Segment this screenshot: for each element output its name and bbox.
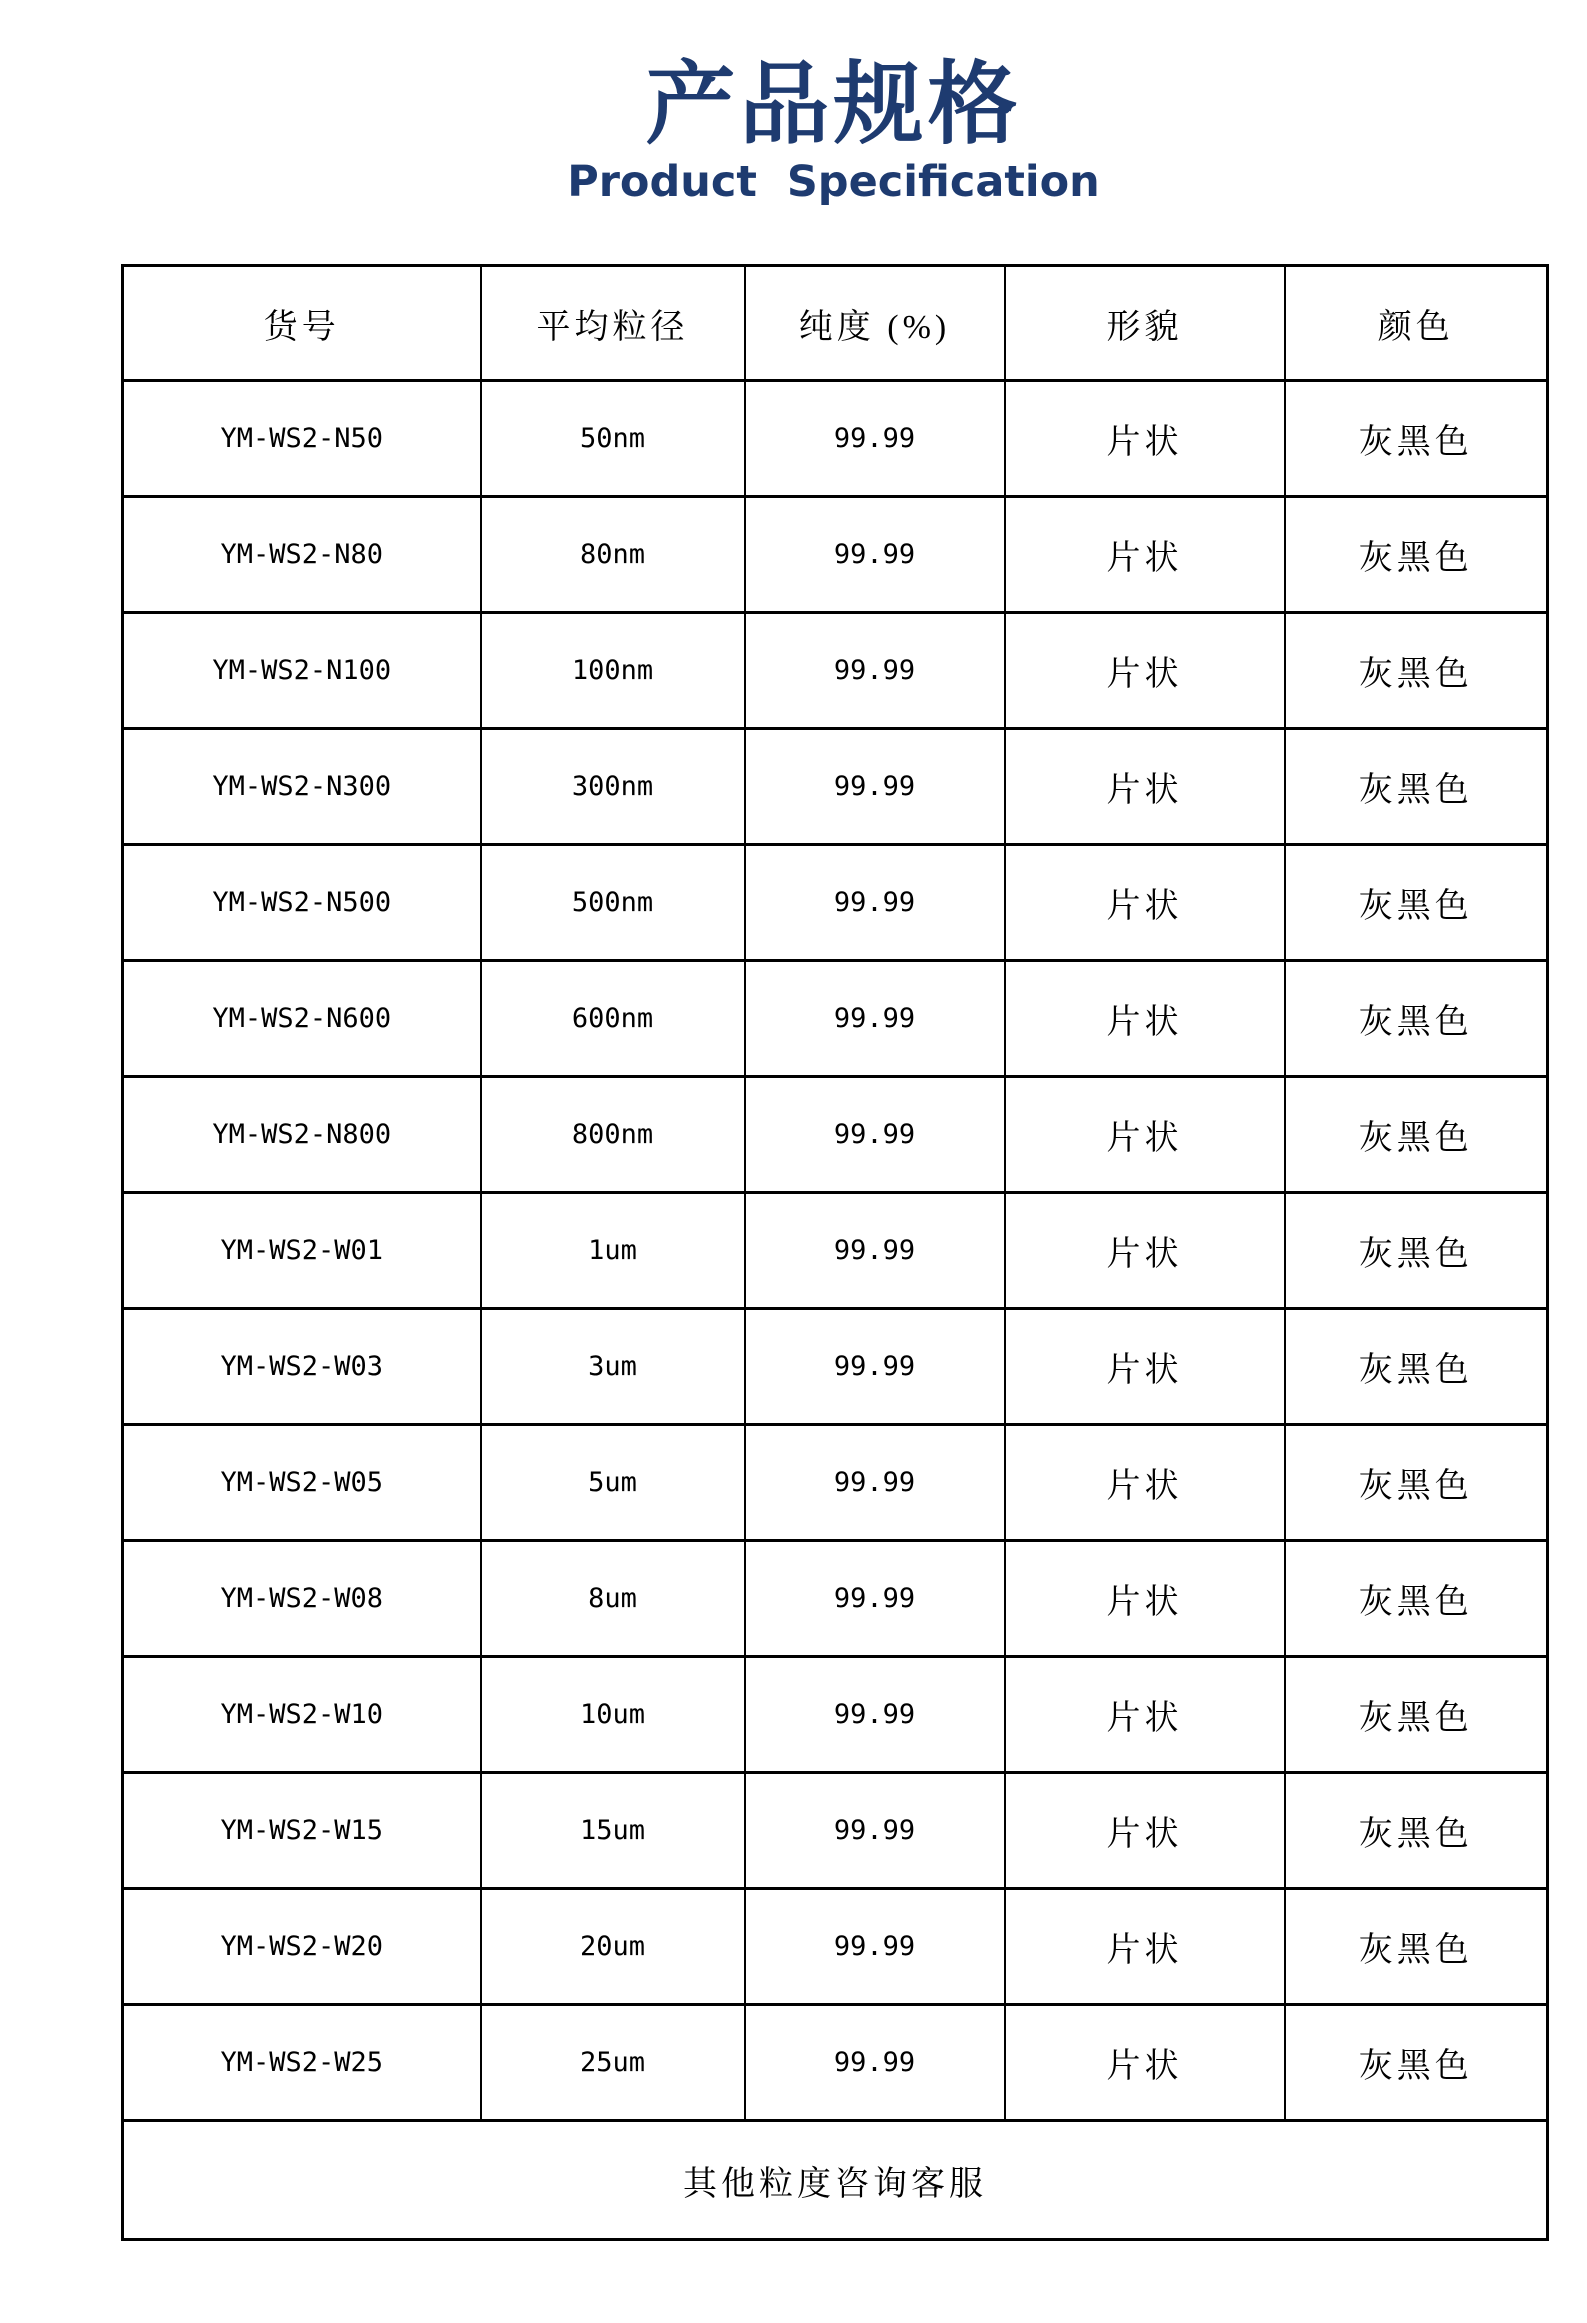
color-cell: 灰黑色 <box>1285 1077 1548 1193</box>
table-row <box>123 497 1548 613</box>
item-number-cell: YM-WS2-W10 <box>123 1657 481 1773</box>
column-header-average-particle-size: 平均粒径 <box>481 266 745 381</box>
morphology-cell: 片状 <box>1005 1193 1285 1309</box>
purity-cell: 99.99 <box>745 1541 1005 1657</box>
purity-cell: 99.99 <box>745 1193 1005 1309</box>
morphology-cell: 片状 <box>1005 1425 1285 1541</box>
particle-size-cell: 20um <box>481 1889 745 2005</box>
table-row <box>123 1541 1548 1657</box>
purity-cell: 99.99 <box>745 845 1005 961</box>
table-row <box>123 613 1548 729</box>
item-number-cell: YM-WS2-W20 <box>123 1889 481 2005</box>
morphology-cell: 片状 <box>1005 2005 1285 2121</box>
morphology-cell: 片状 <box>1005 1309 1285 1425</box>
color-cell: 灰黑色 <box>1285 961 1548 1077</box>
color-cell: 灰黑色 <box>1285 1773 1548 1889</box>
footer-row <box>123 2121 1548 2240</box>
footer-note: 其他粒度咨询客服 <box>123 2121 1548 2240</box>
morphology-cell: 片状 <box>1005 845 1285 961</box>
purity-cell: 99.99 <box>745 2005 1005 2121</box>
item-number-cell: YM-WS2-W25 <box>123 2005 481 2121</box>
item-number-cell: YM-WS2-N800 <box>123 1077 481 1193</box>
morphology-cell: 片状 <box>1005 613 1285 729</box>
table-footer <box>123 2121 1548 2240</box>
color-cell: 灰黑色 <box>1285 381 1548 497</box>
purity-cell: 99.99 <box>745 613 1005 729</box>
purity-cell: 99.99 <box>745 1657 1005 1773</box>
purity-cell: 99.99 <box>745 1309 1005 1425</box>
purity-cell: 99.99 <box>745 961 1005 1077</box>
product-spec-table <box>121 264 1549 2241</box>
document-header <box>121 0 1546 206</box>
table-row <box>123 1309 1548 1425</box>
particle-size-cell: 80nm <box>481 497 745 613</box>
color-cell: 灰黑色 <box>1285 1541 1548 1657</box>
particle-size-cell: 500nm <box>481 845 745 961</box>
color-cell: 灰黑色 <box>1285 729 1548 845</box>
item-number-cell: YM-WS2-W15 <box>123 1773 481 1889</box>
column-header-item-number: 货号 <box>123 266 481 381</box>
table-row <box>123 1077 1548 1193</box>
color-cell: 灰黑色 <box>1285 845 1548 961</box>
item-number-cell: YM-WS2-N80 <box>123 497 481 613</box>
page-title: 产品规格 <box>645 52 1022 157</box>
page-subtitle: Product Specification <box>567 157 1100 208</box>
purity-cell: 99.99 <box>745 497 1005 613</box>
column-header-morphology: 形貌 <box>1005 266 1285 381</box>
particle-size-cell: 8um <box>481 1541 745 1657</box>
particle-size-cell: 800nm <box>481 1077 745 1193</box>
purity-cell: 99.99 <box>745 729 1005 845</box>
color-cell: 灰黑色 <box>1285 1193 1548 1309</box>
morphology-cell: 片状 <box>1005 729 1285 845</box>
purity-cell: 99.99 <box>745 1425 1005 1541</box>
particle-size-cell: 3um <box>481 1309 745 1425</box>
table-row <box>123 1657 1548 1773</box>
morphology-cell: 片状 <box>1005 1889 1285 2005</box>
morphology-cell: 片状 <box>1005 961 1285 1077</box>
particle-size-cell: 600nm <box>481 961 745 1077</box>
table-row <box>123 1889 1548 2005</box>
item-number-cell: YM-WS2-N600 <box>123 961 481 1077</box>
particle-size-cell: 1um <box>481 1193 745 1309</box>
particle-size-cell: 100nm <box>481 613 745 729</box>
item-number-cell: YM-WS2-N50 <box>123 381 481 497</box>
header-row <box>123 266 1548 381</box>
color-cell: 灰黑色 <box>1285 2005 1548 2121</box>
item-number-cell: YM-WS2-W01 <box>123 1193 481 1309</box>
item-number-cell: YM-WS2-W05 <box>123 1425 481 1541</box>
color-cell: 灰黑色 <box>1285 613 1548 729</box>
particle-size-cell: 10um <box>481 1657 745 1773</box>
item-number-cell: YM-WS2-N300 <box>123 729 481 845</box>
table-row <box>123 961 1548 1077</box>
color-cell: 灰黑色 <box>1285 1889 1548 2005</box>
table-row <box>123 2005 1548 2121</box>
purity-cell: 99.99 <box>745 1773 1005 1889</box>
table-row <box>123 1425 1548 1541</box>
item-number-cell: YM-WS2-N100 <box>123 613 481 729</box>
column-header-purity: 纯度 (%) <box>745 266 1005 381</box>
morphology-cell: 片状 <box>1005 1773 1285 1889</box>
color-cell: 灰黑色 <box>1285 1309 1548 1425</box>
item-number-cell: YM-WS2-W03 <box>123 1309 481 1425</box>
particle-size-cell: 5um <box>481 1425 745 1541</box>
table-header-row <box>123 266 1548 381</box>
purity-cell: 99.99 <box>745 1889 1005 2005</box>
purity-cell: 99.99 <box>745 1077 1005 1193</box>
table-body <box>123 381 1548 2121</box>
particle-size-cell: 50nm <box>481 381 745 497</box>
morphology-cell: 片状 <box>1005 381 1285 497</box>
color-cell: 灰黑色 <box>1285 1425 1548 1541</box>
column-header-color: 颜色 <box>1285 266 1548 381</box>
color-cell: 灰黑色 <box>1285 497 1548 613</box>
morphology-cell: 片状 <box>1005 1077 1285 1193</box>
table-row <box>123 729 1548 845</box>
particle-size-cell: 25um <box>481 2005 745 2121</box>
morphology-cell: 片状 <box>1005 497 1285 613</box>
particle-size-cell: 15um <box>481 1773 745 1889</box>
purity-cell: 99.99 <box>745 381 1005 497</box>
particle-size-cell: 300nm <box>481 729 745 845</box>
morphology-cell: 片状 <box>1005 1541 1285 1657</box>
morphology-cell: 片状 <box>1005 1657 1285 1773</box>
table-row <box>123 1773 1548 1889</box>
table-row <box>123 845 1548 961</box>
table-row <box>123 381 1548 497</box>
item-number-cell: YM-WS2-W08 <box>123 1541 481 1657</box>
item-number-cell: YM-WS2-N500 <box>123 845 481 961</box>
table-row <box>123 1193 1548 1309</box>
color-cell: 灰黑色 <box>1285 1657 1548 1773</box>
